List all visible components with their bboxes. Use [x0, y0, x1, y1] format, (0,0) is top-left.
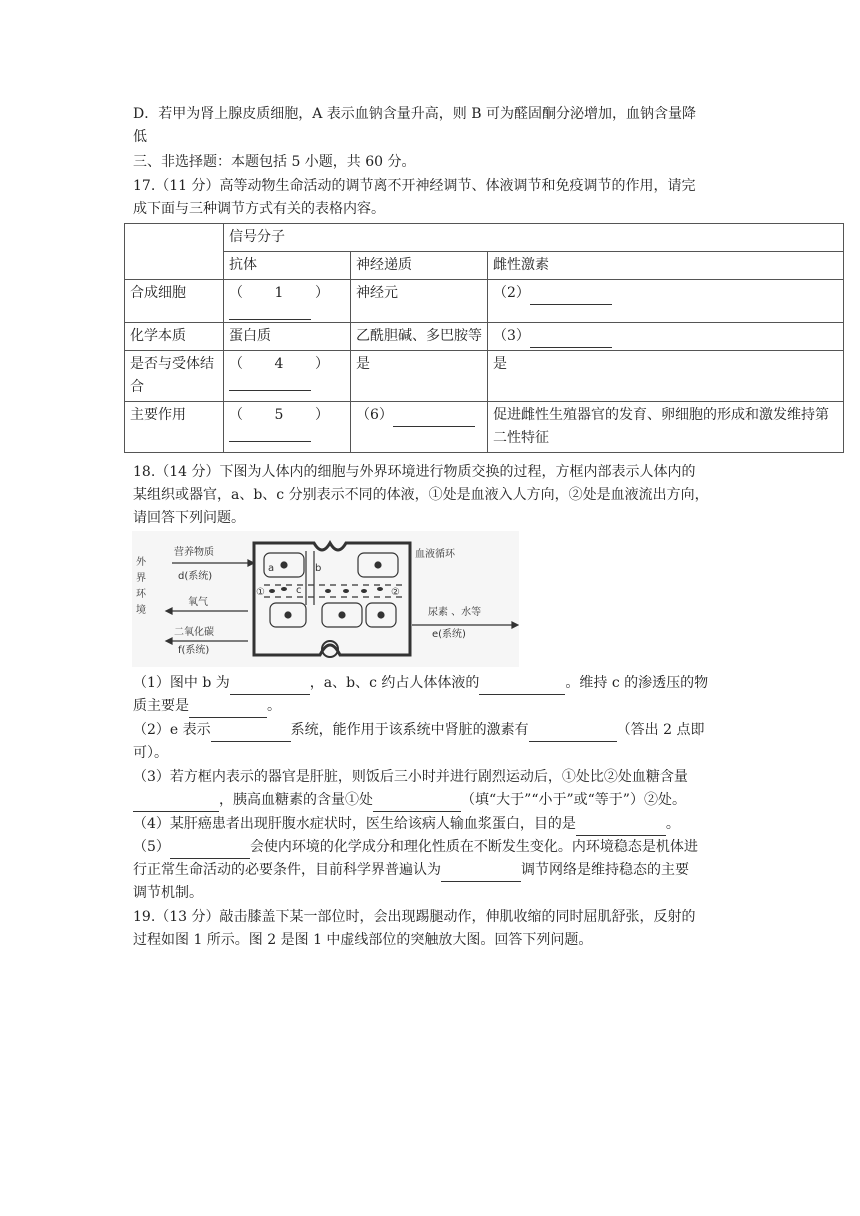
section-heading: 三、非选择题：本题包括 5 小题，共 60 分。	[133, 154, 416, 170]
q18-sub3: （3）若方框内表示的器官是肝脏，则饭后三小时并进行剧烈运动后，①处比②处血糖含量 ，胰高血糖素的含量①处 （填“大于”“小于”或“等于”）②处。	[133, 766, 733, 812]
answer-cell-1: （ 1 ）	[224, 280, 351, 323]
answer-blank[interactable]	[576, 819, 666, 836]
answer-blank[interactable]	[530, 331, 612, 348]
row-label: 主要作用	[125, 402, 224, 453]
body-fluid-diagram	[132, 531, 519, 667]
answer-blank[interactable]	[441, 865, 521, 882]
answer-cell-3: （3）	[488, 323, 844, 351]
cell: 蛋白质	[224, 323, 351, 351]
table-row	[125, 323, 844, 351]
answer-blank[interactable]	[229, 305, 311, 320]
answer-cell-2: （2）	[488, 280, 844, 323]
q18-sub2: （2）e 表示 系统，能作用于该系统中肾脏的激素有 （答出 2 点即 可）。	[133, 722, 705, 761]
header-signal-molecules: 信号分子	[224, 224, 844, 252]
outside-char: 外	[136, 557, 146, 568]
cell: 乙酰胆碱、多巴胺等	[351, 323, 488, 351]
q18-sub5: （5） 会使内环境的化学成分和理化性质在不断发生变化。内环境稳态是机体进 行正常生命活动的必要条件，目前科学界普遍认为 调节网络是维持稳态的主要 调节机制。	[133, 839, 698, 901]
answer-blank[interactable]	[373, 795, 461, 812]
option-d-line1: D．若甲为肾上腺皮质细胞，A 表示血钠含量升高，则 B 可为醛固酮分泌增加，血钠含量降	[133, 106, 696, 122]
q17-line2: 成下面与三种调节方式有关的表格内容。	[133, 201, 385, 217]
mark-2: ②	[391, 587, 400, 598]
q18-line2: 某组织或器官，a、b、c 分别表示不同的体液，①处是血液入人方向，②处是血液流出方向，	[133, 487, 709, 503]
q19-line2: 过程如图 1 所示。图 2 是图 1 中虚线部位的突触放大图。回答下列问题。	[133, 932, 593, 948]
cell: 促进雌性生殖器官的发育、卵细胞的形成和激发维持第二性特征	[488, 402, 844, 453]
label-b: b	[315, 563, 322, 574]
oxygen-label: 氧气	[188, 597, 208, 608]
table-row	[125, 351, 844, 402]
nutrients-label: 营养物质	[174, 547, 214, 558]
table-row	[125, 402, 844, 453]
cell: 是	[351, 351, 488, 402]
label-c: c	[296, 585, 302, 596]
outside-char: 境	[136, 605, 146, 616]
answer-blank[interactable]	[393, 410, 475, 427]
answer-cell-5: （ 5 ）	[224, 402, 351, 453]
answer-blank[interactable]	[529, 725, 617, 742]
q17-line1: 17.（11 分）高等动物生命活动的调节离不开神经调节、体液调节和免疫调节的作用，请完	[133, 178, 696, 194]
answer-blank[interactable]	[479, 678, 565, 695]
option-d-line2: 低	[133, 129, 147, 145]
answer-blank[interactable]	[530, 288, 612, 305]
col-estrogen: 雌性激素	[488, 252, 844, 280]
q18-sub4: （4）某肝癌患者出现肝腹水症状时，医生给该病人输血浆蛋白，目的是 。	[133, 813, 733, 836]
answer-blank[interactable]	[211, 725, 291, 742]
q18-line3: 请回答下列问题。	[133, 510, 245, 526]
blood-circulation-label: 血液循环	[415, 549, 455, 560]
answer-blank[interactable]	[229, 427, 311, 442]
col-neurotransmitter: 神经递质	[351, 252, 488, 280]
co2-label: 二氧化碳	[174, 627, 214, 638]
outside-char: 环	[136, 589, 146, 600]
table-row	[125, 280, 844, 323]
row-label: 合成细胞	[125, 280, 224, 323]
d-system-label: d(系统)	[178, 571, 213, 582]
answer-blank[interactable]	[230, 678, 310, 695]
q17-table	[124, 223, 844, 453]
answer-blank[interactable]	[229, 376, 311, 391]
mark-1: ①	[256, 587, 265, 598]
answer-blank[interactable]	[133, 795, 219, 812]
table-corner	[125, 224, 224, 280]
urea-water-label: 尿素 、水等	[428, 607, 482, 618]
q18-sub1: （1）图中 b 为 ，a、b、c 约占人体体液的 。维持 c 的渗透压的物 质主要是 。	[133, 672, 733, 718]
answer-cell-4: （ 4 ）	[224, 351, 351, 402]
q18-line1: 18.（14 分）下图为人体内的细胞与外界环境进行物质交换的过程，方框内部表示人体内的	[133, 464, 696, 480]
answer-blank[interactable]	[170, 842, 250, 859]
answer-blank[interactable]	[189, 701, 267, 718]
answer-cell-6: （6）	[351, 402, 488, 453]
outside-char: 界	[136, 573, 146, 584]
f-system-label: f(系统)	[178, 645, 210, 656]
row-label: 化学本质	[125, 323, 224, 351]
q19-line1: 19.（13 分）敲击膝盖下某一部位时，会出现踢腿动作，伸肌收缩的同时屈肌舒张，反射的	[133, 909, 696, 925]
cell: 是	[488, 351, 844, 402]
col-antibody: 抗体	[224, 252, 351, 280]
label-a: a	[268, 563, 275, 574]
row-label: 是否与受体结合	[125, 351, 224, 402]
e-system-label: e(系统)	[432, 629, 466, 640]
cell: 神经元	[351, 280, 488, 323]
